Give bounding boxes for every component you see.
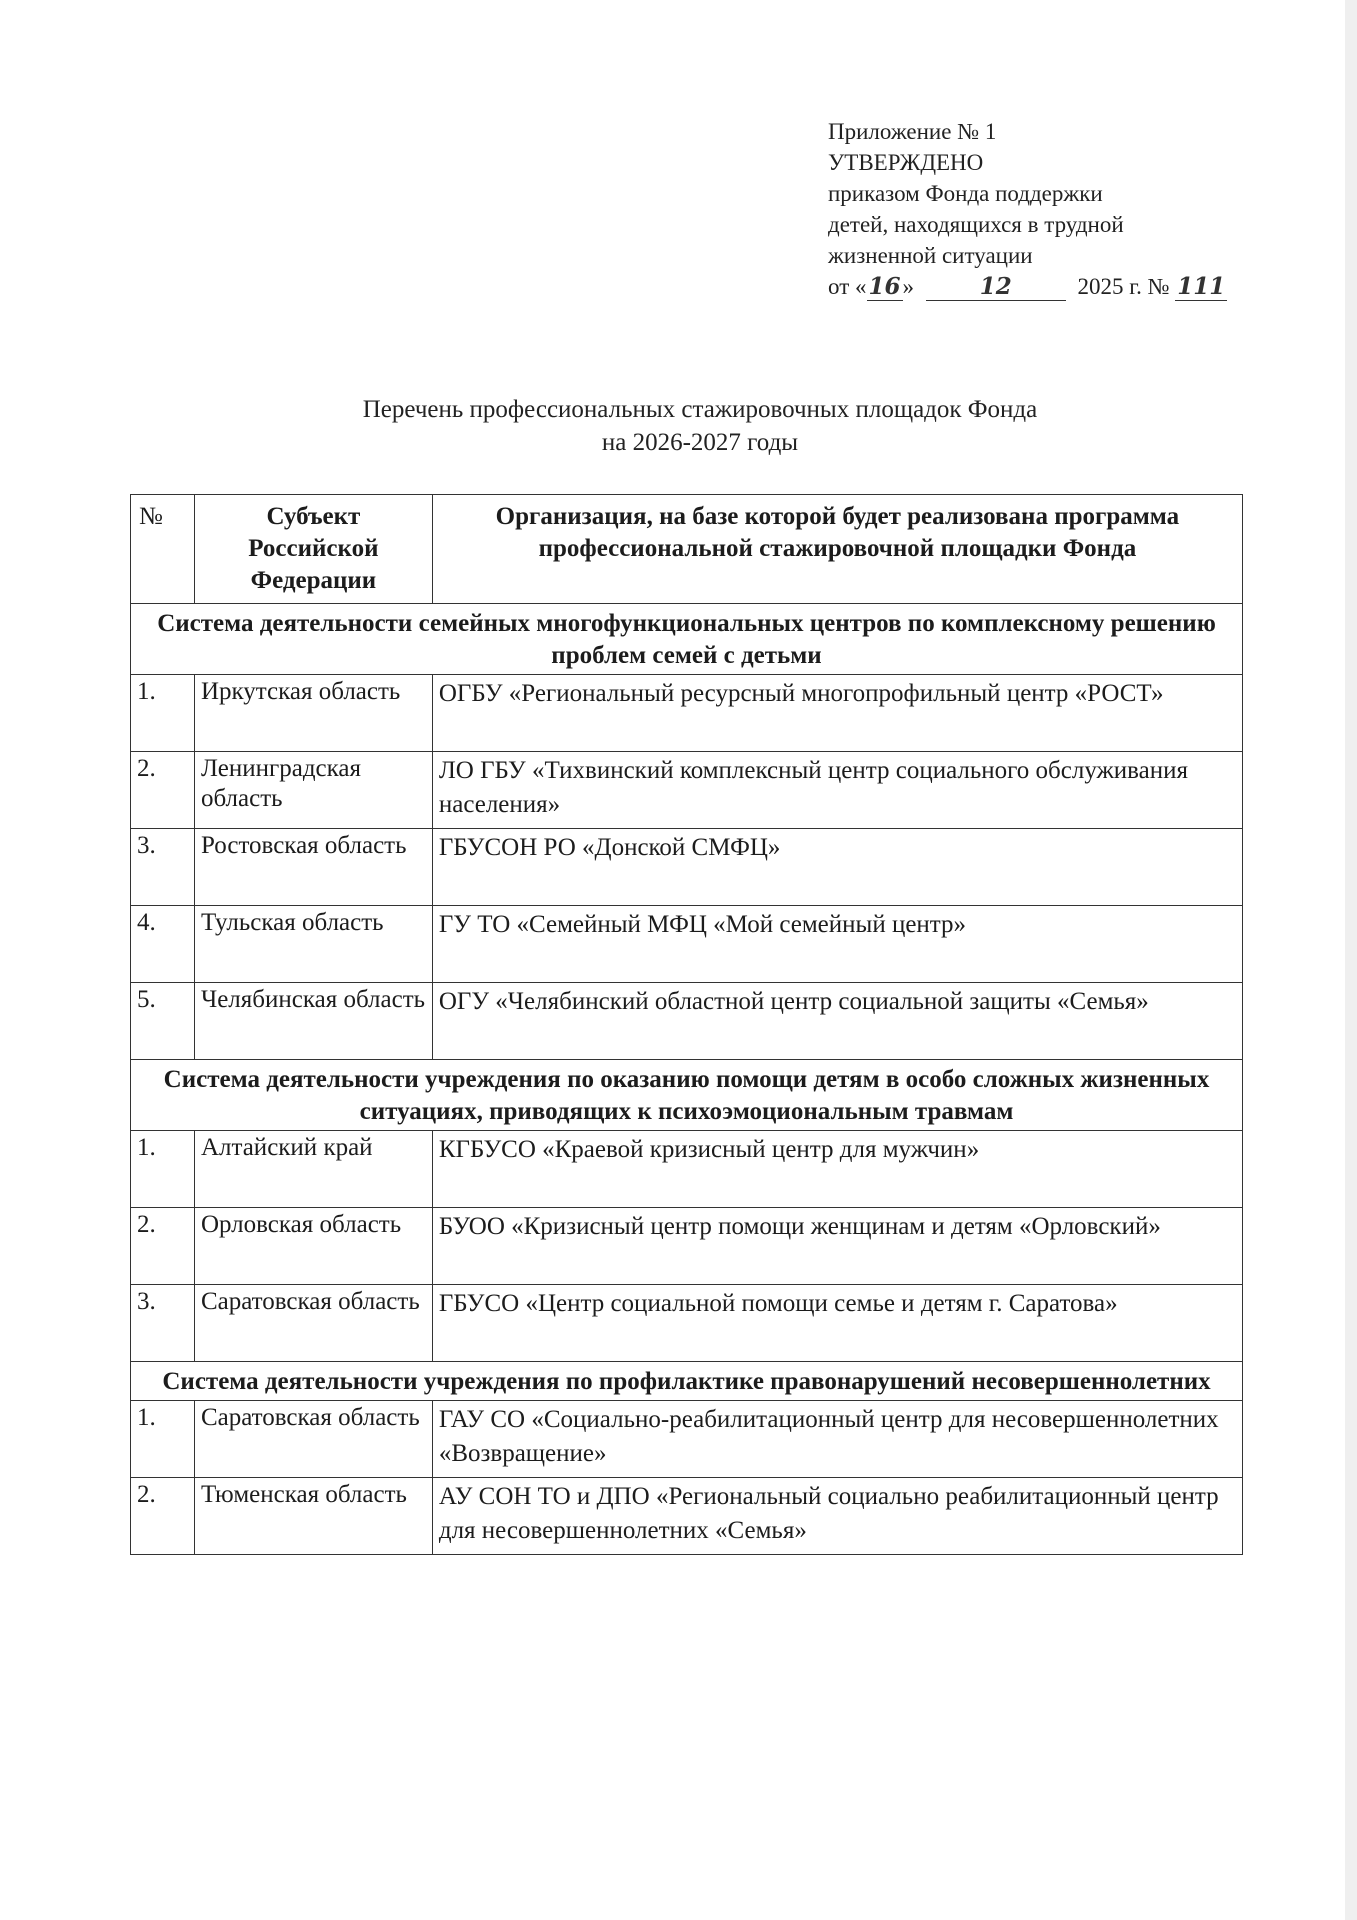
handwritten-day: 16 <box>868 273 901 300</box>
row-subject: Орловская область <box>194 1208 432 1285</box>
row-subject: Тюменская область <box>194 1478 432 1555</box>
scan-edge-shadow <box>1345 0 1357 1920</box>
row-organization: ОГБУ «Региональный ресурсный многопрофильный центр «РОСТ» <box>432 675 1242 752</box>
document-title-line-2: на 2026-2027 годы <box>601 429 799 456</box>
row-subject: Иркутская область <box>194 675 432 752</box>
table-row <box>131 1285 1243 1362</box>
header-number: № <box>131 495 195 604</box>
row-number: 1. <box>131 1131 195 1208</box>
document-title <box>200 393 1200 459</box>
row-number: 3. <box>131 1285 195 1362</box>
row-organization: БУОО «Кризисный центр помощи женщинам и детям «Орловский» <box>432 1208 1242 1285</box>
approval-stamp-block <box>828 116 1227 302</box>
section-title: Система деятельности учреждения по профилактике правонарушений несовершеннолетних <box>131 1362 1243 1401</box>
table-row <box>131 1401 1243 1478</box>
row-subject: Саратовская область <box>194 1285 432 1362</box>
row-subject: Ленинградская область <box>194 752 432 829</box>
row-number: 2. <box>131 1478 195 1555</box>
row-subject: Тульская область <box>194 906 432 983</box>
section-title: Система деятельности учреждения по оказанию помощи детям в особо сложных жизненных ситуациях, приводящих к психоэмоциональным травмам <box>131 1060 1243 1131</box>
table-row <box>131 906 1243 983</box>
row-organization: ГБУСОН РО «Донской СМФЦ» <box>432 829 1242 906</box>
row-organization: АУ СОН ТО и ДПО «Региональный социально реабилитационный центр для несовершеннолетних «Семья» <box>432 1478 1242 1555</box>
row-number: 2. <box>131 1208 195 1285</box>
date-quote-close: » <box>902 274 914 299</box>
section-row <box>131 1362 1243 1401</box>
handwritten-month: 12 <box>926 274 1066 301</box>
year-and-number-label: 2025 г. № <box>1077 274 1170 299</box>
document-title-line-1: Перечень профессиональных стажировочных площадок Фонда <box>362 396 1038 423</box>
row-subject: Алтайский край <box>194 1131 432 1208</box>
approval-date-line <box>828 271 1227 302</box>
header-organization: Организация, на базе которой будет реализована программа профессиональной стажировочной площадки Фонда <box>432 495 1242 604</box>
row-organization: ГБУСО «Центр социальной помощи семье и детям г. Саратова» <box>432 1285 1242 1362</box>
table-row <box>131 829 1243 906</box>
table-row <box>131 675 1243 752</box>
row-number: 2. <box>131 752 195 829</box>
row-organization: ГУ ТО «Семейный МФЦ «Мой семейный центр» <box>432 906 1242 983</box>
approval-order-line: жизненной ситуации <box>828 243 1033 268</box>
row-organization: ЛО ГБУ «Тихвинский комплексный центр социального обслуживания населения» <box>432 752 1242 829</box>
row-number: 5. <box>131 983 195 1060</box>
table-row <box>131 983 1243 1060</box>
row-number: 1. <box>131 675 195 752</box>
row-organization: ОГУ «Челябинский областной центр социальной защиты «Семья» <box>432 983 1242 1060</box>
row-organization: КГБУСО «Краевой кризисный центр для мужчин» <box>432 1131 1242 1208</box>
handwritten-order-number: 111 <box>1177 273 1226 300</box>
appendix-label: Приложение № 1 <box>828 119 997 144</box>
row-number: 4. <box>131 906 195 983</box>
row-subject: Челябинская область <box>194 983 432 1060</box>
row-subject: Саратовская область <box>194 1401 432 1478</box>
date-prefix: от « <box>828 274 867 299</box>
table-row <box>131 1478 1243 1555</box>
row-number: 3. <box>131 829 195 906</box>
approved-label: УТВЕРЖДЕНО <box>828 150 984 175</box>
training-sites-table <box>130 494 1243 1555</box>
row-subject: Ростовская область <box>194 829 432 906</box>
approval-order-line: детей, находящихся в трудной <box>828 212 1124 237</box>
row-organization: ГАУ СО «Социально-реабилитационный центр для несовершеннолетних «Возвращение» <box>432 1401 1242 1478</box>
section-row <box>131 1060 1243 1131</box>
section-row <box>131 604 1243 675</box>
section-title: Система деятельности семейных многофункциональных центров по комплексному решению проблем семей с детьми <box>131 604 1243 675</box>
row-number: 1. <box>131 1401 195 1478</box>
table-row <box>131 752 1243 829</box>
approval-order-line: приказом Фонда поддержки <box>828 181 1103 206</box>
table-row <box>131 1131 1243 1208</box>
table-header-row <box>131 495 1243 604</box>
header-subject: Субъект Российской Федерации <box>194 495 432 604</box>
table-row <box>131 1208 1243 1285</box>
